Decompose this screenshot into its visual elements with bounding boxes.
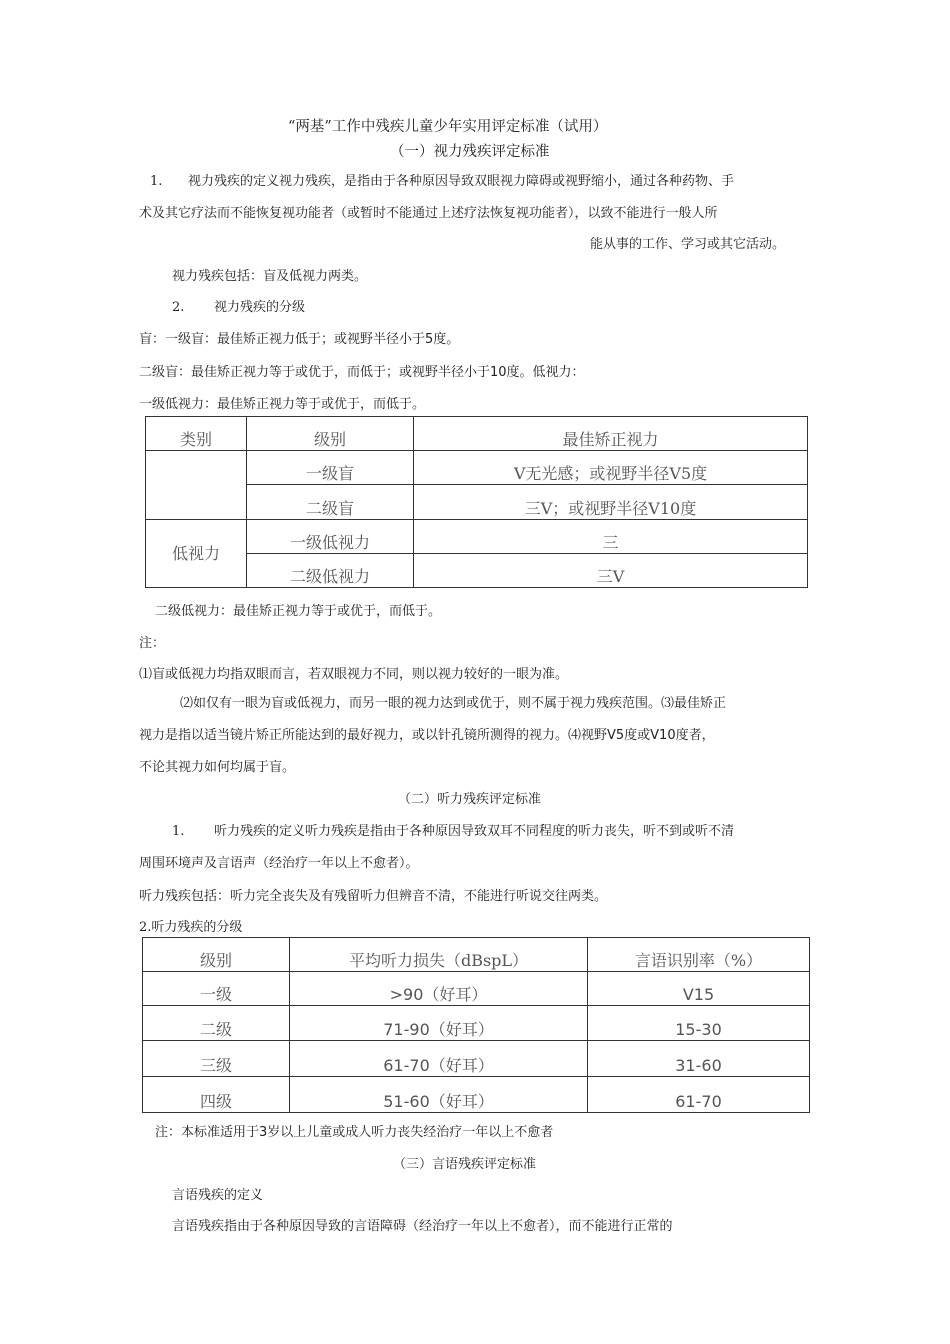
- speech-def-title: 言语残疾的定义: [172, 1188, 264, 1203]
- hearing-def-number: 1.: [172, 824, 185, 839]
- vision-section-heading: （一）视力残疾评定标准: [390, 144, 550, 160]
- vision-def-line-1: 视力残疾的定义视力残疾，是指由于各种原因导致双眼视力障碍或视野缩小，通过各种药物、手: [188, 174, 735, 189]
- vision-def-line-2: 术及其它疗法而不能恢复视功能者（或暂时不能通过上述疗法恢复视功能者），以致不能进行一般人所: [139, 206, 718, 221]
- speech-section-heading: （三）言语残疾评定标准: [393, 1157, 537, 1172]
- page-title: “两基”工作中残疾儿童少年实用评定标准（试用）: [288, 119, 608, 135]
- low-vision-grade-2: 二级低视力：最佳矫正视力等于或优于，而低于。: [155, 604, 442, 619]
- hearing-table: [142, 937, 810, 1113]
- vision-includes: 视力残疾包括：盲及低视力两类。: [172, 269, 368, 284]
- vision-note-1: ⑴盲或低视力均指双眼而言，若双眼视力不同，则以视力较好的一眼为准。: [139, 667, 569, 682]
- loss-cell: >90（好耳）: [290, 972, 588, 1006]
- level-cell: 二级低视力: [247, 554, 414, 588]
- hearing-note: 注：本标准适用于3岁以上儿童或成人听力丧失经治疗一年以上不愈者: [155, 1125, 554, 1140]
- level-cell: 一级盲: [247, 451, 414, 485]
- speech-def-line-1: 言语残疾指由于各种原因导致的言语障碍（经治疗一年以上不愈者），而不能进行正常的: [172, 1219, 673, 1234]
- table-row: [143, 1077, 810, 1113]
- level-cell: 四级: [143, 1077, 290, 1113]
- vision-def-number: 1.: [150, 174, 163, 189]
- header-average-hearing-loss: 平均听力损失（dBspL）: [290, 938, 588, 972]
- vision-def-line-3: 能从事的工作、学习或其它活动。: [590, 237, 786, 252]
- hearing-grade-title: 2.听力残疾的分级: [139, 920, 243, 935]
- table-row: [143, 1041, 810, 1077]
- rate-cell: 31-60: [588, 1041, 810, 1077]
- table-row: [143, 1006, 810, 1041]
- blind-grade-1: 盲：一级盲：最佳矫正视力低于；或视野半径小于5度。: [139, 332, 460, 347]
- vision-note-3: 视力是指以适当镜片矫正所能达到的最好视力，或以针孔镜所测得的视力。⑷视野V5度或V10度者，: [139, 728, 715, 743]
- level-cell: 三级: [143, 1041, 290, 1077]
- header-best-corrected-vision: 最佳矫正视力: [414, 417, 808, 451]
- vision-grade-number: 2.: [172, 300, 185, 315]
- rate-cell: 15-30: [588, 1006, 810, 1041]
- header-level: 级别: [247, 417, 414, 451]
- category-low-vision-cell: 低视力: [146, 520, 247, 588]
- hearing-def-line-1: 听力残疾的定义听力残疾是指由于各种原因导致双耳不同程度的听力丧失，听不到或听不清: [214, 824, 735, 839]
- table-row: [143, 972, 810, 1006]
- level-cell: 一级: [143, 972, 290, 1006]
- level-cell: 二级盲: [247, 485, 414, 520]
- value-cell: 三V: [414, 554, 808, 588]
- hearing-section-heading: （二）听力残疾评定标准: [398, 792, 542, 807]
- vision-table: [145, 416, 808, 588]
- value-cell: 三V；或视野半径V10度: [414, 485, 808, 520]
- header-level: 级别: [143, 938, 290, 972]
- hearing-includes: 听力残疾包括：听力完全丧失及有残留听力但辨音不清，不能进行听说交往两类。: [139, 889, 608, 904]
- table-header-row: [146, 417, 808, 451]
- header-category: 类别: [146, 417, 247, 451]
- loss-cell: 51-60（好耳）: [290, 1077, 588, 1113]
- hearing-def-line-2: 周围环境声及言语声（经治疗一年以上不愈者）。: [139, 856, 419, 871]
- level-cell: 一级低视力: [247, 520, 414, 554]
- table-header-row: [143, 938, 810, 972]
- value-cell: V无光感；或视野半径V5度: [414, 451, 808, 485]
- table-row: [146, 520, 808, 554]
- loss-cell: 71-90（好耳）: [290, 1006, 588, 1041]
- blind-grade-2: 二级盲：最佳矫正视力等于或优于，而低于；或视野半径小于10度。低视力：: [139, 365, 585, 380]
- note-label: 注：: [139, 636, 166, 651]
- low-vision-grade-1: 一级低视力：最佳矫正视力等于或优于，而低于。: [139, 397, 426, 412]
- rate-cell: V15: [588, 972, 810, 1006]
- loss-cell: 61-70（好耳）: [290, 1041, 588, 1077]
- vision-grade-title: 视力残疾的分级: [214, 300, 306, 315]
- rate-cell: 61-70: [588, 1077, 810, 1113]
- table-row: [146, 451, 808, 485]
- vision-note-2: ⑵如仅有一眼为盲或低视力，而另一眼的视力达到或优于，则不属于视力残疾范围。⑶最佳矫正: [180, 696, 727, 711]
- level-cell: 二级: [143, 1006, 290, 1041]
- value-cell: 三: [414, 520, 808, 554]
- header-speech-recognition-rate: 言语识别率（%）: [588, 938, 810, 972]
- vision-note-4: 不论其视力如何均属于盲。: [139, 760, 296, 775]
- category-blind-cell: [146, 451, 247, 520]
